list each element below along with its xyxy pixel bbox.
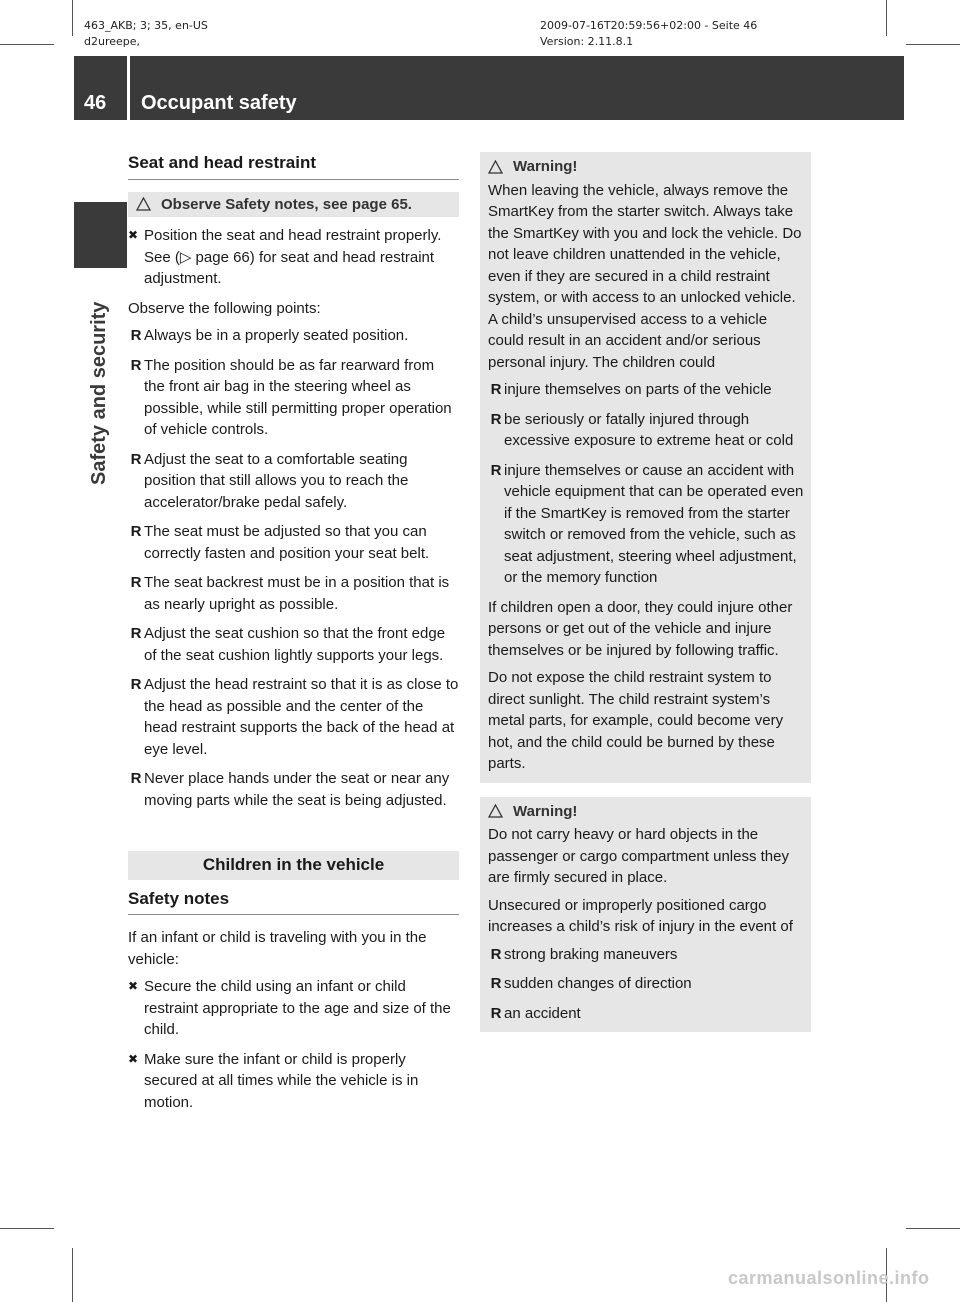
section-heading-children: Children in the vehicle — [128, 851, 459, 880]
list-item: R strong braking maneuvers — [488, 944, 805, 966]
list-item-text: The seat must be adjusted so that you can correctly fasten and position your seat belt. — [144, 523, 430, 562]
crop-mark — [72, 1248, 73, 1302]
crop-mark — [886, 0, 887, 36]
warning-box — [480, 797, 811, 1033]
step-item — [128, 976, 459, 1041]
list-item: R The seat backrest must be in a position that is as nearly upright as possible. — [128, 572, 459, 615]
paragraph: If an infant or child is traveling with you in the vehicle: — [128, 929, 427, 968]
meta-line: 2009-07-16T20:59:56+02:00 - Seite 46 — [540, 19, 758, 32]
step-marker-icon: ✖ — [128, 979, 139, 993]
list-item-text: Adjust the head restraint so that it is as close to the head as possible and the center of the head restraint supports the back of the head at eye level. — [144, 676, 459, 758]
warning-header — [488, 801, 805, 823]
step-text: Position the seat and head restraint properly. See (▷ page 66) for seat and head restraint adjustment. — [144, 227, 442, 287]
warning-icon — [488, 160, 503, 174]
list-item-text: Never place hands under the seat or near any moving parts while the seat is being adjusted. — [144, 770, 450, 809]
step-marker-icon: ✖ — [128, 228, 139, 242]
print-meta-left — [84, 18, 208, 50]
crop-mark — [72, 0, 73, 36]
step-item — [128, 1049, 459, 1114]
list-item: R Always be in a properly seated position. — [128, 325, 459, 347]
list-item: R The position should be as far rearward from the front air bag in the steering wheel as possible, while still permitting proper operation of vehicle controls. — [128, 355, 459, 441]
list-item-text: Adjust the seat to a comfortable seating position that still allows you to reach the accelerator/brake pedal safely. — [144, 450, 409, 511]
meta-line: d2ureepe, — [84, 35, 141, 48]
warning-title: Warning! — [513, 802, 578, 820]
warning-paragraph: Do not expose the child restraint system to direct sunlight. The child restraint system’s metal parts, for example, could become very hot, and the child could be burned by these parts. — [488, 669, 784, 772]
crop-mark — [0, 44, 54, 45]
step-text: Make sure the infant or child is properly secured at all times while the vehicle is in motion. — [144, 1050, 419, 1111]
warning-paragraph: Unsecured or improperly positioned cargo increases a child’s risk of injury in the event of — [488, 896, 793, 935]
crop-mark — [0, 1228, 54, 1229]
list-item-text: injure themselves or cause an accident with vehicle equipment that can be operated even if the SmartKey is removed from the starter switch or removed from the vehicle, such as seat adjustment, steering wheel adjustment, or the memory function — [504, 461, 804, 586]
header-separator — [127, 56, 130, 120]
intro-text: Observe the following points: — [128, 299, 321, 317]
warning-paragraph: If children open a door, they could injure other persons or get out of the vehicle and injure themselves or be injured by following traffic. — [488, 598, 793, 659]
list-item: R an accident — [488, 1003, 805, 1025]
list-item: R Adjust the seat to a comfortable seating position that still allows you to reach the accelerator/brake pedal safely. — [128, 449, 459, 514]
side-tab-label: Safety and security — [88, 301, 110, 485]
side-tab-block — [74, 202, 127, 268]
list-item-text: an accident — [504, 1004, 581, 1022]
step-marker-icon: ✖ — [128, 1051, 139, 1066]
list-item-text: Always be in a properly seated position. — [144, 327, 409, 344]
page-title: Occupant safety — [141, 92, 297, 114]
warning-box — [480, 152, 811, 783]
safety-note — [128, 192, 459, 218]
list-item: R injure themselves on parts of the vehicle — [488, 379, 805, 401]
meta-line: 463_AKB; 3; 35, en-US — [84, 19, 208, 32]
step-item — [128, 225, 459, 290]
crop-mark — [906, 44, 960, 45]
note-text: Observe Safety notes, see page 65. — [161, 195, 412, 213]
crop-mark — [906, 1228, 960, 1229]
list-item-text: Adjust the seat cushion so that the front edge of the seat cushion lightly supports your legs. — [144, 625, 446, 664]
warning-title: Warning! — [513, 158, 578, 175]
list-item-text: The position should be as far rearward from the front air bag in the steering wheel as possible, while still permitting proper operation of vehicle controls. — [144, 356, 452, 438]
list-item: R Never place hands under the seat or near any moving parts while the seat is being adjusted. — [128, 768, 459, 811]
list-item: R Adjust the head restraint so that it is as close to the head as possible and the center of the head restraint supports the back of the head at eye level. — [128, 674, 459, 760]
right-column — [480, 152, 811, 1046]
step-text: Secure the child using an infant or child restraint appropriate to the age and size of the child. — [144, 978, 451, 1038]
warning-paragraph: When leaving the vehicle, always remove the SmartKey from the starter switch. Always take the SmartKey with you and lock the vehicle. Do not leave children unattended in the vehicle, even if they are secured in a child restraint system, or with access to an unlocked vehicle. A child’s unsupervised access to a vehicle could result in an accident and/or serious personal injury. The children could — [488, 181, 802, 371]
warning-icon — [488, 804, 503, 818]
list-item-text: be seriously or fatally injured through excessive exposure to extreme heat or cold — [504, 410, 794, 449]
list-item: R be seriously or fatally injured through excessive exposure to extreme heat or cold — [488, 409, 805, 452]
list-item: R Adjust the seat cushion so that the front edge of the seat cushion lightly supports your legs. — [128, 623, 459, 666]
list-item-text: injure themselves on parts of the vehicle — [504, 381, 772, 398]
list-item: R injure themselves or cause an accident with vehicle equipment that can be operated even if the SmartKey is removed from the starter switch or removed from the vehicle, such as seat adjustment, steering wheel adjustment, or the memory function — [488, 460, 805, 589]
list-item: R The seat must be adjusted so that you can correctly fasten and position your seat belt. — [128, 521, 459, 564]
print-meta-right — [540, 18, 757, 50]
left-column — [128, 152, 459, 1121]
list-item-text: sudden changes of direction — [504, 975, 692, 992]
page-number: 46 — [84, 92, 107, 114]
watermark: carmanualsonline.info — [728, 1268, 930, 1288]
heading-safety-notes: Safety notes — [128, 888, 459, 916]
list-item-text: strong braking maneuvers — [504, 945, 678, 963]
list-item-text: The seat backrest must be in a position that is as nearly upright as possible. — [144, 574, 450, 613]
meta-line: Version: 2.11.8.1 — [540, 35, 634, 48]
warning-header — [488, 156, 805, 178]
list-item: R sudden changes of direction — [488, 973, 805, 995]
heading-seat-head-restraint: Seat and head restraint — [128, 152, 459, 180]
warning-icon — [136, 197, 151, 211]
warning-paragraph: Do not carry heavy or hard objects in the passenger or cargo compartment unless they are firmly secured in place. — [488, 826, 789, 886]
